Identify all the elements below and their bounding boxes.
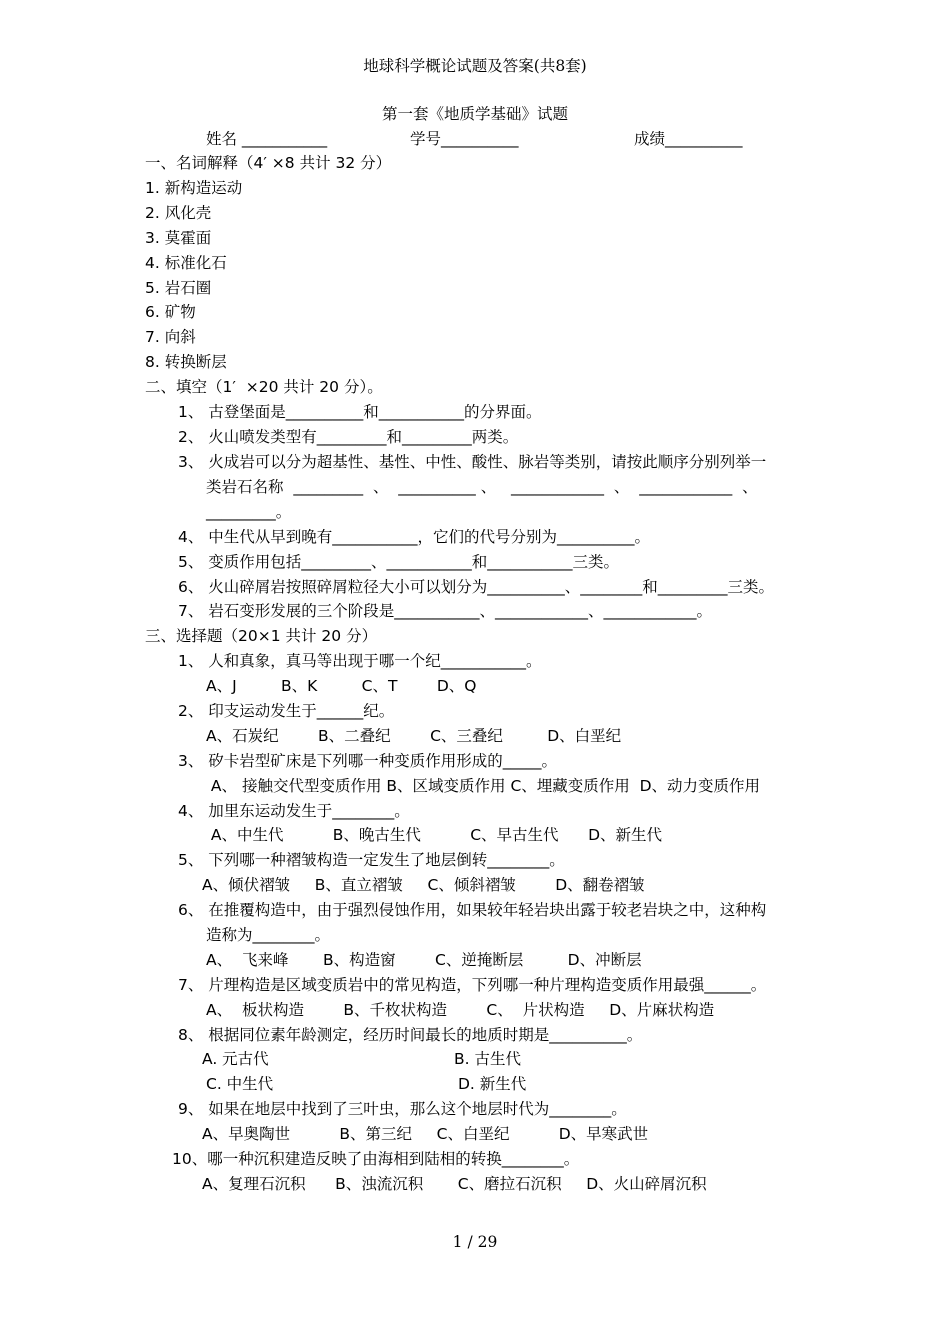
choice-options: A、倾伏褶皱 B、直立褶皱 C、倾斜褶皱 D、翻卷褶皱 bbox=[202, 876, 645, 894]
choice-question: 10、哪一种沉积建造反映了由海相到陆相的转换________。 bbox=[172, 1150, 580, 1168]
fill-question: 7、 岩石变形发展的三个阶段是___________、____________、____________。 bbox=[178, 602, 713, 620]
term-item: 8. 转换断层 bbox=[145, 353, 227, 371]
choice-options: A、早奥陶世 B、第三纪 C、白垩纪 D、早寒武世 bbox=[202, 1125, 649, 1143]
term-item: 1. 新构造运动 bbox=[145, 179, 243, 197]
section1-heading: 一、名词解释（4′ ×8 共计 32 分） bbox=[145, 154, 392, 172]
document-header: 地球科学概论试题及答案(共8套) bbox=[363, 57, 587, 75]
page-number: 1 / 29 bbox=[452, 1233, 498, 1251]
section2-heading: 二、填空（1′ ×20 共计 20 分）。 bbox=[145, 378, 383, 396]
name-field-label: 姓名 ___________ bbox=[206, 130, 328, 148]
fill-question: 6、 火山碎屑岩按照碎屑粒径大小可以划分为__________、________和_________三类。 bbox=[178, 578, 775, 596]
term-item: 4. 标准化石 bbox=[145, 254, 227, 272]
fill-question: 5、 变质作用包括_________、___________和___________三类。 bbox=[178, 553, 620, 571]
choice-option-c: C. 中生代 bbox=[206, 1075, 274, 1093]
choice-options: A、中生代 B、晚古生代 C、早古生代 D、新生代 bbox=[206, 826, 663, 844]
choice-options: A、石炭纪 B、二叠纪 C、三叠纪 D、白垩纪 bbox=[206, 727, 622, 745]
choice-question: 2、 印支运动发生于______纪。 bbox=[178, 702, 395, 720]
choice-options: A、J B、K C、T D、Q bbox=[206, 677, 477, 695]
exam-title: 第一套《地质学基础》试题 bbox=[381, 105, 568, 123]
choice-option-a: A. 元古代 bbox=[202, 1050, 269, 1068]
term-item: 7. 向斜 bbox=[145, 328, 196, 346]
fill-question-continued: 类岩石名称 _________ 、 __________ 、 ____________ 、 ____________ 、 bbox=[206, 478, 758, 496]
fill-question: 1、 古登堡面是__________和___________的分界面。 bbox=[178, 403, 542, 421]
choice-options: A、 板状构造 B、千枚状构造 C、 片状构造 D、片麻状构造 bbox=[206, 1001, 715, 1019]
choice-question: 1、 人和真象，真马等出现于哪一个纪___________。 bbox=[178, 652, 542, 670]
choice-options: A、 接触交代型变质作用 B、区域变质作用 C、埋藏变质作用 D、动力变质作用 bbox=[206, 777, 761, 795]
choice-question: 4、 加里东运动发生于________。 bbox=[178, 802, 410, 820]
choice-options: A、 飞来峰 B、构造窗 C、逆掩断层 D、冲断层 bbox=[206, 951, 642, 969]
student-id-field-label: 学号__________ bbox=[410, 130, 519, 148]
choice-option-d: D. 新生代 bbox=[458, 1075, 527, 1093]
fill-question: 3、 火成岩可以分为超基性、基性、中性、酸性、脉岩等类别，请按此顺序分别列举一 bbox=[178, 453, 767, 471]
choice-question: 3、 矽卡岩型矿床是下列哪一种变质作用形成的_____。 bbox=[178, 752, 558, 770]
term-item: 3. 莫霍面 bbox=[145, 229, 212, 247]
score-field-label: 成绩__________ bbox=[634, 130, 743, 148]
choice-question: 7、 片理构造是区域变质岩中的常见构造，下列哪一种片理构造变质作用最强______。 bbox=[178, 976, 767, 994]
choice-options: A、复理石沉积 B、浊流沉积 C、磨拉石沉积 D、火山碎屑沉积 bbox=[202, 1175, 707, 1193]
choice-question: 5、 下列哪一种褶皱构造一定发生了地层倒转________。 bbox=[178, 851, 565, 869]
fill-question-continued: _________。 bbox=[206, 503, 292, 521]
section3-heading: 三、选择题（20×1 共计 20 分） bbox=[145, 627, 378, 645]
choice-question: 8、 根据同位素年龄测定，经历时间最长的地质时期是__________。 bbox=[178, 1026, 643, 1044]
fill-question: 2、 火山喷发类型有_________和_________两类。 bbox=[178, 428, 519, 446]
choice-option-b: B. 古生代 bbox=[454, 1050, 521, 1068]
term-item: 6. 矿物 bbox=[145, 303, 196, 321]
term-item: 5. 岩石圈 bbox=[145, 279, 212, 297]
choice-question: 9、 如果在地层中找到了三叶虫，那么这个地层时代为________。 bbox=[178, 1100, 627, 1118]
choice-question: 6、 在推覆构造中，由于强烈侵蚀作用，如果较年轻岩块出露于较老岩块之中，这种构 bbox=[178, 901, 767, 919]
choice-question-continued: 造称为________。 bbox=[206, 926, 331, 944]
fill-question: 4、 中生代从早到晚有___________，它们的代号分别为__________。 bbox=[178, 528, 651, 546]
term-item: 2. 风化壳 bbox=[145, 204, 212, 222]
